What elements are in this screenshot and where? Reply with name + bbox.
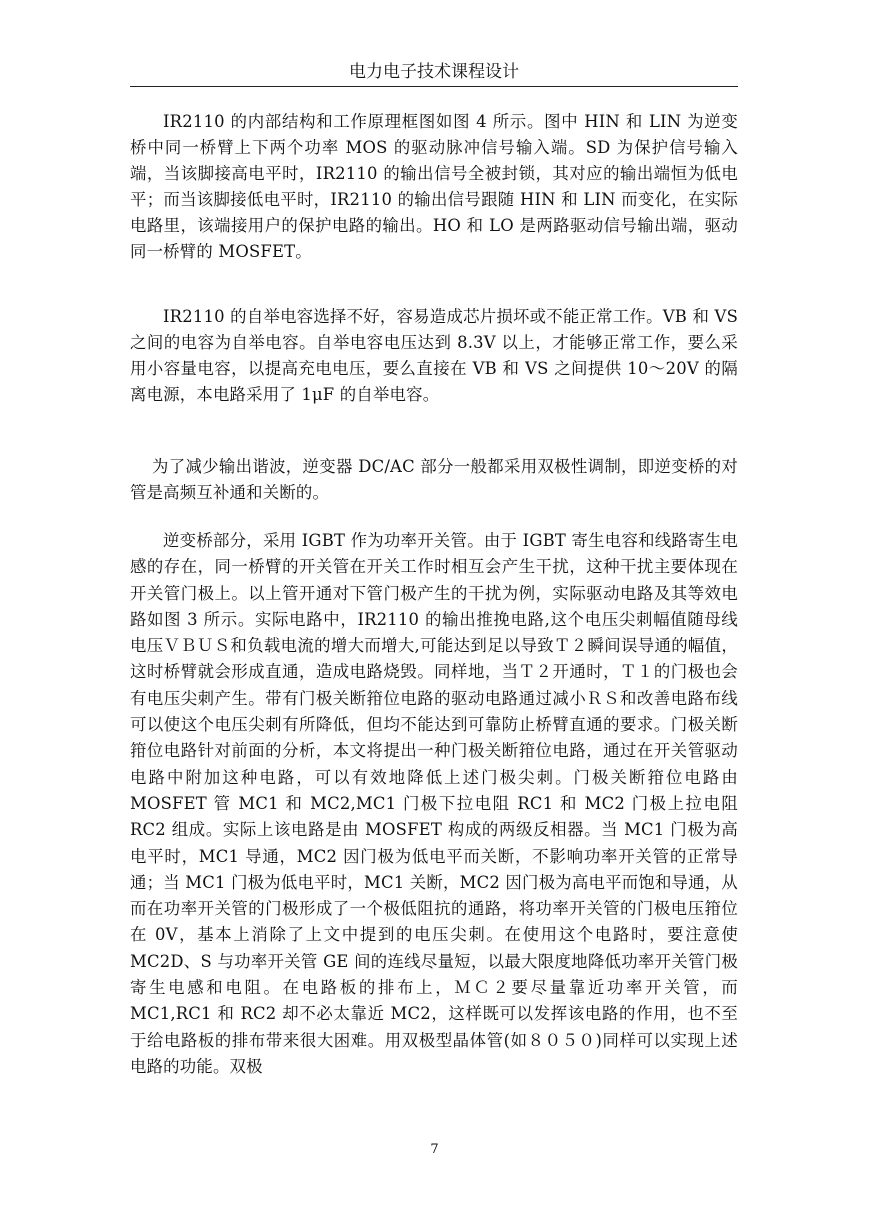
- body-paragraph: IR2110 的内部结构和工作原理框图如图 4 所示。图中 HIN 和 LIN 为逆变桥中同一桥臂上下两个功率 MOS 的驱动脉冲信号输入端。SD 为保护信号输入端，当该脚接高电平时，IR2110 的输出信号全被封锁，其对应的输出端恒为低电平；而当该脚接低电平时，IR2110 的输出信号跟随 HIN 和 LIN 而变化，在实际电路里，该端接用户的保护电路的输出。HO 和 LO 是两路驱动信号输出端，驱动同一桥臂的 MOSFET。: [130, 112, 738, 262]
- header-divider: [130, 86, 738, 87]
- page-number: 7: [430, 1142, 439, 1157]
- body-paragraph: 为了减少输出谐波，逆变器 DC/AC 部分一般都采用双极性调制，即逆变桥的对管是高频互补通和关断的。: [130, 457, 738, 503]
- running-header: 电力电子技术课程设计: [349, 62, 519, 82]
- body-paragraph: 逆变桥部分，采用 IGBT 作为功率开关管。由于 IGBT 寄生电容和线路寄生电感的存在，同一桥臂的开关管在开关工作时相互会产生干扰，这种干扰主要体现在开关管门极上。以上管开通对下管门极产生的干扰为例，实际驱动电路及其等效电路如图 3 所示。实际电路中，IR2110 的输出推挽电路,这个电压尖刺幅值随母线电压ＶＢＵＳ和负载电流的增大而增大,可能达到足以导致Ｔ２瞬间误导通的幅值，这时桥臂就会形成直通，造成电路烧毁。同样地，当Ｔ２开通时，Ｔ１的门极也会有电压尖刺产生。带有门极关断箝位电路的驱动电路通过减小ＲＳ和改善电路布线可以使这个电压尖刺有所降低，但均不能达到可靠防止桥臂直通的要求。门极关断箝位电路针对前面的分析，本文将提出一种门极关断箝位电路，通过在开关管驱动电路中附加这种电路，可以有效地降低上述门极尖刺。门极关断箝位电路由 MOSFET 管 MC1 和 MC2,MC1 门极下拉电阻 RC1 和 MC2 门极上拉电阻 RC2 组成。实际上该电路是由 MOSFET 构成的两级反相器。当 MC1 门极为高电平时，MC1 导通，MC2 因门极为低电平而关断，不影响功率开关管的正常导通；当 MC1 门极为低电平时，MC1 关断，MC2 因门极为高电平而饱和导通，从而在功率开关管的门极形成了一个极低阻抗的通路，将功率开关管的门极电压箝位在 0V，基本上消除了上文中提到的电压尖刺。在使用这个电路时，要注意使 MC2D、S 与功率开关管 GE 间的连线尽量短，以最大限度地降低功率开关管门极寄生电感和电阻。在电路板的排布上，ＭＣ２要尽量靠近功率开关管，而 MC1,RC1 和 RC2 却不必太靠近 MC2，这样既可以发挥该电路的作用，也不至于给电路板的排布带来很大困难。用双极型晶体管(如８０５０)同样可以实现上述电路的功能。双极: [130, 531, 738, 1076]
- body-paragraph: IR2110 的自举电容选择不好，容易造成芯片损坏或不能正常工作。VB 和 VS 之间的电容为自举电容。自举电容电压达到 8.3V 以上，才能够正常工作，要么采用小容量电容，以提高充电电压，要么直接在 VB 和 VS 之间提供 10～20V 的隔离电源，本电路采用了 1μF 的自举电容。: [130, 307, 738, 405]
